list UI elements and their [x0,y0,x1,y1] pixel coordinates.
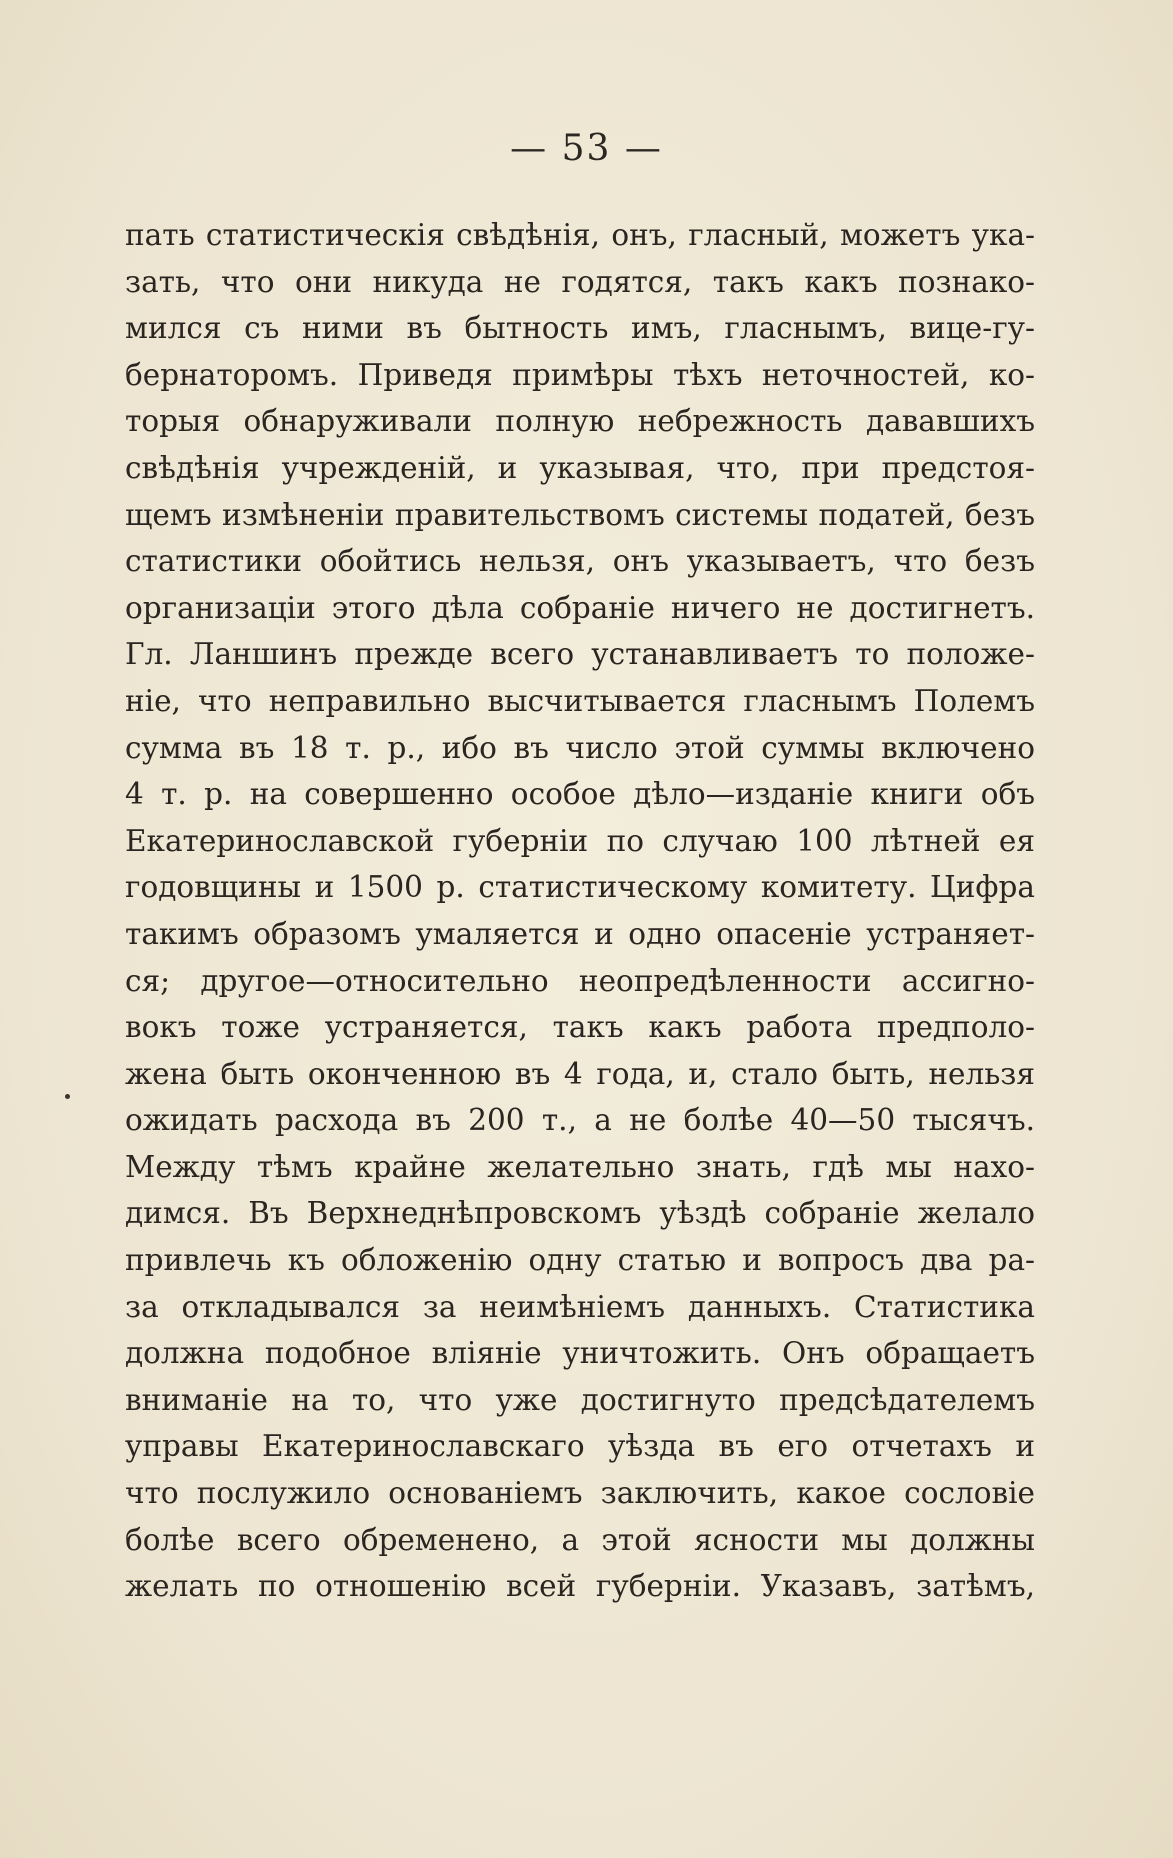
text-line: вокъ тоже устраняется, такъ какъ работа предполо- [125,1010,1035,1045]
text-line: мился съ ними въ бытность имъ, гласнымъ, вице-гу- [125,311,1035,346]
text-line: ожидать расхода въ 200 т., а не болѣе 40—50 тысячъ. [125,1103,1035,1138]
text-line: свѣдѣнія учрежденій, и указывая, что, при предстоя- [125,450,1035,485]
text-line: сумма въ 18 т. р., ибо въ число этой суммы включено [125,730,1035,765]
text-line: статистики обойтись нельзя, онъ указываетъ, что безъ [125,544,1035,579]
text-line: жена быть оконченною въ 4 года, и, стало быть, нельзя [125,1056,1035,1091]
text-line: за откладывался за неимѣніемъ данныхъ. Статистика [125,1289,1035,1324]
text-line: пать статистическія свѣдѣнія, онъ, гласный, можетъ ука- [125,218,1035,252]
text-line: ніе, что неправильно высчитывается гласнымъ Полемъ [125,683,1035,718]
text-line: привлечь къ обложенію одну статью и вопросъ два ра- [125,1243,1035,1278]
text-line: управы Екатеринославскаго уѣзда въ его отчетахъ и [125,1429,1035,1464]
text-line: что послужило основаніемъ заключить, какое сословіе [125,1476,1035,1511]
text-line: бернаторомъ. Приведя примѣры тѣхъ неточностей, ко- [125,357,1035,392]
text-line: такимъ образомъ умаляется и одно опасеніе устраняет- [125,916,1035,951]
text-line: организаціи этого дѣла собраніе ничего не достигнетъ. [125,590,1035,625]
text-line: должна подобное вліяніе уничтожить. Онъ обращаетъ [125,1336,1035,1371]
text-line: Екатеринославской губерніи по случаю 100 лѣтней ея [125,823,1035,858]
text-line: торыя обнаруживали полную небрежность дававшихъ [125,404,1035,439]
text-line: Гл. Ланшинъ прежде всего устанавливаетъ то положе- [125,637,1035,672]
text-line: зать, что они никуда не годятся, такъ какъ познако- [125,264,1035,299]
body-text [125,212,1035,1610]
text-line: годовщины и 1500 р. статистическому комитету. Цифра [125,870,1035,905]
text-line: ся; другое—относительно неопредѣленности ассигно- [125,963,1035,998]
text-line: Между тѣмъ крайне желательно знать, гдѣ мы нахо- [125,1149,1035,1184]
page-number: — 53 — [510,128,663,169]
text-line: щемъ измѣненіи правительствомъ системы податей, безъ [125,497,1035,532]
text-line: желать по отношенію всей губерніи. Указавъ, затѣмъ, [125,1569,1035,1604]
text-line: вниманіе на то, что уже достигнуто предсѣдателемъ [125,1382,1035,1417]
text-line: 4 т. р. на совершенно особое дѣло—изданіе книги объ [125,777,1035,812]
text-line: димся. Въ Верхнеднѣпровскомъ уѣздѣ собраніе желало [125,1196,1035,1231]
text-line: болѣе всего обременено, а этой ясности мы должны [125,1522,1035,1557]
ink-speck [65,1094,70,1099]
